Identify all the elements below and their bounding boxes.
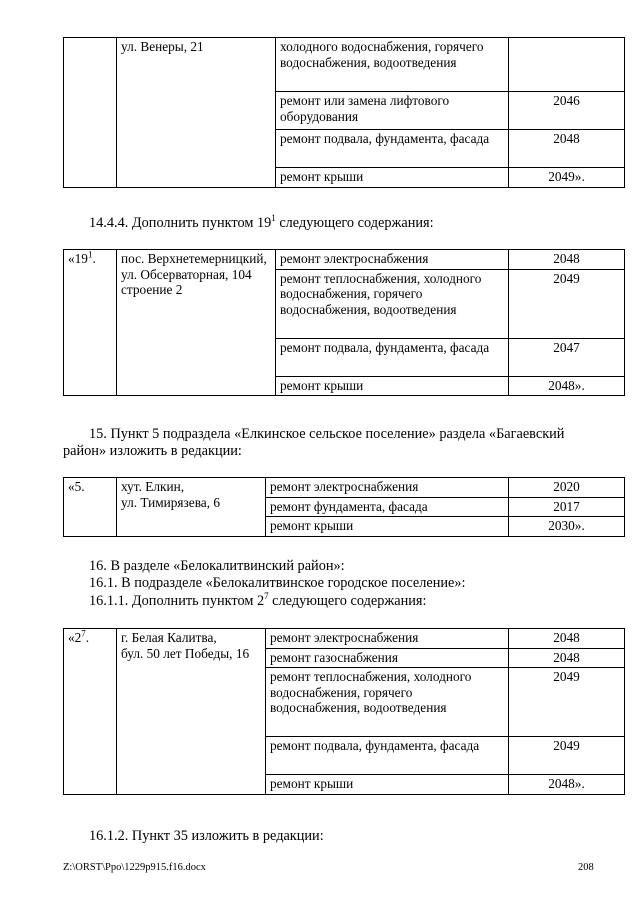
table-2-work: ремонт теплоснабжения, холодного водоснабжения, горячего водоснабжения, водоотведения [276, 269, 509, 338]
paragraph-16-1-2: 16.1.2. Пункт 35 изложить в редакции: [89, 828, 324, 844]
table-1-work: ремонт или замена лифтового оборудования [276, 92, 509, 130]
table-3-work: ремонт крыши [266, 517, 509, 537]
footer-file-path: Z:\ORST\Ppo\1229p915.f16.docx [63, 862, 206, 873]
table-4-work: ремонт газоснабжения [266, 648, 509, 668]
footer-page-number: 208 [578, 862, 594, 873]
table-3-year: 2017 [509, 497, 625, 517]
table-3-year: 2030». [509, 517, 625, 537]
table-2 [63, 249, 625, 396]
table-4-year: 2049 [509, 668, 625, 737]
table-1-year: 2048 [509, 130, 625, 168]
table-4-work: ремонт теплоснабжения, холодного водоснабжения, горячего водоснабжения, водоотведения [266, 668, 509, 737]
table-4-year: 2048 [509, 648, 625, 668]
table-1-year: 2046 [509, 92, 625, 130]
table-2-year: 2048». [509, 376, 625, 396]
table-2-work: ремонт крыши [276, 376, 509, 396]
table-2-num: «$19^1$. [64, 250, 117, 396]
table-2-work: ремонт электроснабжения [276, 250, 509, 270]
table-1-address: ул. Венеры, 21 [117, 38, 276, 188]
table-2-address: пос. Верхнетемерницкий, ул. Обсерваторная, 104 строение 2 [117, 250, 276, 396]
table-3-work: ремонт электроснабжения [266, 478, 509, 498]
paragraph-15: 15. Пункт 5 подраздела «Елкинское сельское поселение» раздела «Багаевский район» изложить в редакции: [63, 426, 565, 459]
table-2-year: 2047 [509, 338, 625, 376]
table-2-year: 2048 [509, 250, 625, 270]
table-2-work: ремонт подвала, фундамента, фасада [276, 338, 509, 376]
table-4 [63, 628, 625, 795]
table-4-year: 2048». [509, 775, 625, 795]
table-4-work: ремонт электроснабжения [266, 629, 509, 649]
table-1-year [509, 38, 625, 92]
table-4-year: 2049 [509, 737, 625, 775]
table-1 [63, 37, 625, 188]
table-3-work: ремонт фундамента, фасада [266, 497, 509, 517]
table-2-year: 2049 [509, 269, 625, 338]
table-1-num-cell [64, 38, 117, 188]
paragraph-16-1: 16.1. В подразделе «Белокалитвинское городское поселение»: [89, 575, 466, 591]
table-4-num: «$2^7$. [64, 629, 117, 795]
table-1-work: холодного водоснабжения, горячего водоснабжения, водоотведения [276, 38, 509, 92]
paragraph-16: 16. В разделе «Белокалитвинский район»: [89, 558, 345, 574]
table-4-work: ремонт крыши [266, 775, 509, 795]
table-1-work: ремонт крыши [276, 168, 509, 188]
paragraph-14-4-4: 14.4.4. Дополнить пунктом $19^1$ следующего содержания: [89, 213, 434, 231]
table-4-work: ремонт подвала, фундамента, фасада [266, 737, 509, 775]
paragraph-16-1-1: 16.1.1. Дополнить пунктом $2^7$ следующего содержания: [89, 591, 427, 609]
table-3 [63, 477, 625, 537]
table-1-work: ремонт подвала, фундамента, фасада [276, 130, 509, 168]
table-4-address: г. Белая Калитва, бул. 50 лет Победы, 16 [117, 629, 266, 795]
table-1-year: 2049». [509, 168, 625, 188]
table-3-address: хут. Елкин, ул. Тимирязева, 6 [117, 478, 266, 537]
table-4-year: 2048 [509, 629, 625, 649]
table-3-year: 2020 [509, 478, 625, 498]
table-3-num: «5. [64, 478, 117, 537]
